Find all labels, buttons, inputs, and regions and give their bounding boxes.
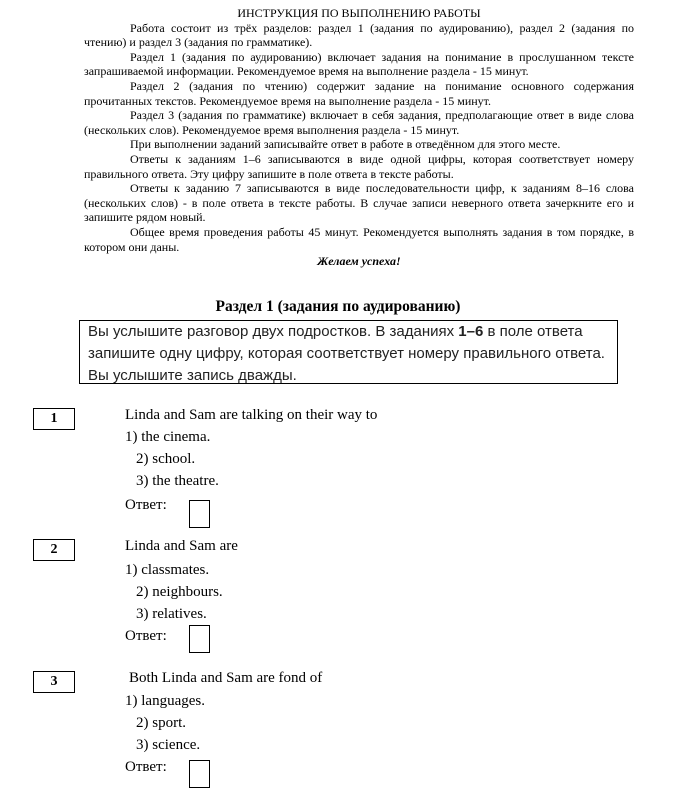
instructions-block	[84, 6, 634, 269]
question-number: 1	[33, 408, 75, 430]
notice-text-end: в поле ответа запишите одну цифру, которая соответствует номеру правильного ответа. Вы услышите запись дважды.	[88, 323, 605, 384]
question-stem: Linda and Sam are talking on their way to	[125, 407, 378, 423]
instruction-paragraph: Ответы к заданию 7 записываются в виде последовательности цифр, к заданиям 8–16 слова (нескольких слов) - в поле ответа в тексте работы. В случае записи неверного ответа зачеркните его и запишите рядом новый.	[84, 181, 634, 225]
good-luck-text: Желаем успеха!	[317, 254, 401, 269]
question-stem: Linda and Sam are	[125, 538, 238, 554]
instruction-paragraph: Работа состоит из трёх разделов: раздел 1 (задания по аудированию), раздел 2 (задания по чтению) и раздел 3 (задания по грамматике).	[84, 20, 634, 50]
instruction-paragraph: Раздел 3 (задания по грамматике) включает в себя задания, предполагающие ответ в виде слова (нескольких слов). Рекомендуемое время выполнения раздела - 15 минут.	[84, 108, 634, 137]
answer-label: Ответ:	[125, 497, 167, 513]
option-2: 2) neighbours.	[136, 584, 223, 600]
instruction-paragraph: Раздел 1 (задания по аудированию) включает задания на понимание в прослушанном тексте запрашиваемой информации. Рекомендуемое время на выполнение раздела - 15 минут.	[84, 49, 634, 79]
option-3: 3) relatives.	[136, 606, 207, 622]
instructions-title: ИНСТРУКЦИЯ ПО ВЫПОЛНЕНИЮ РАБОТЫ	[237, 6, 481, 20]
instruction-paragraph: При выполнении заданий записывайте ответ в работе в отведённом для этого месте.	[130, 137, 561, 152]
answer-box[interactable]	[189, 500, 210, 528]
question-number: 2	[33, 539, 75, 561]
option-2: 2) sport.	[136, 715, 186, 731]
notice-text-start: Вы услышите разговор двух подростков. В заданиях	[88, 323, 459, 340]
answer-box[interactable]	[189, 760, 210, 788]
option-1: 1) the cinema.	[125, 429, 211, 445]
instruction-paragraph: Раздел 2 (задания по чтению) содержит задание на понимание основного содержания прочитанных текстов. Рекомендуемое время на выполнение раздела - 15 минут.	[84, 78, 634, 108]
instruction-paragraph: Ответы к заданиям 1–6 записываются в виде одной цифры, которая соответствует номеру правильного ответа. Эту цифру запишите в поле ответа в тексте работы.	[84, 151, 634, 181]
question-stem: Both Linda and Sam are fond of	[129, 670, 323, 686]
option-2: 2) school.	[136, 451, 196, 467]
answer-label: Ответ:	[125, 759, 167, 775]
option-1: 1) classmates.	[125, 562, 210, 578]
notice-task-range: 1–6	[458, 323, 484, 340]
answer-box[interactable]	[189, 625, 210, 653]
instruction-paragraph: Общее время проведения работы 45 минут. Рекомендуется выполнять задания в том порядке, в котором они даны.	[84, 224, 634, 254]
option-1: 1) languages.	[125, 693, 205, 709]
section-title: Раздел 1 (задания по аудированию)	[215, 298, 461, 315]
option-3: 3) the theatre.	[136, 473, 219, 489]
answer-label: Ответ:	[125, 628, 167, 644]
question-number: 3	[33, 671, 75, 693]
option-3: 3) science.	[136, 737, 201, 753]
section-notice	[79, 320, 618, 384]
